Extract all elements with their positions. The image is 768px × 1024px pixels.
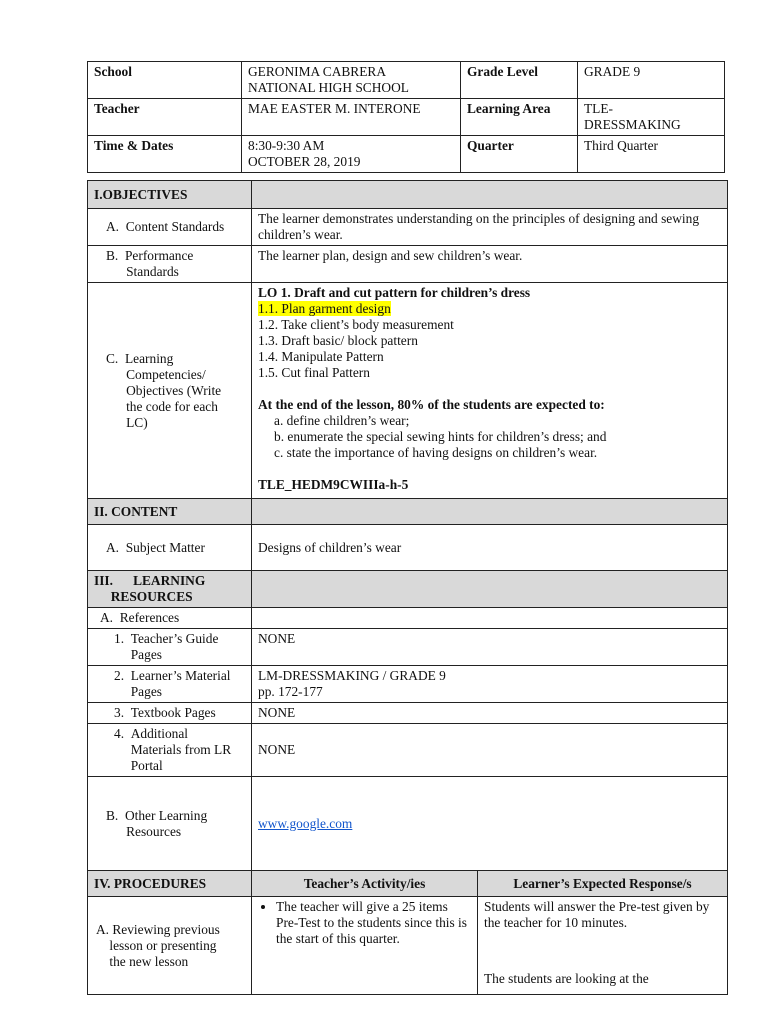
expected-item: a. define children’s wear;	[274, 413, 410, 428]
lo-item: 1.2. Take client’s body measurement	[258, 317, 454, 332]
competencies-label: C. Learning Competencies/ Objectives (Write the code for each LC)	[88, 283, 252, 499]
procedures-heading: IV. PROCEDURES	[88, 871, 252, 897]
content-standards-label: A. Content Standards	[88, 209, 252, 246]
teachers-guide-value: NONE	[252, 629, 728, 666]
learner-response-text: Students will answer the Pre-test given by the teacher for 10 minutes.	[484, 899, 710, 930]
objectives-heading-blank	[252, 181, 728, 209]
learner-response-text: The students are looking at the	[484, 971, 649, 986]
references-label: A. References	[88, 608, 252, 629]
additional-materials-label: 4. Additional Materials from LR Portal	[88, 724, 252, 777]
lo-title: LO 1. Draft and cut pattern for children’s dress	[258, 285, 531, 300]
performance-standards-label: B. Performance Standards	[88, 246, 252, 283]
grade-level-value: GRADE 9	[578, 62, 725, 99]
content-standards-value: The learner demonstrates understanding on the principles of designing and sewing children’s wear.	[252, 209, 728, 246]
time-dates-label: Time & Dates	[88, 136, 242, 173]
grade-level-label: Grade Level	[461, 62, 578, 99]
end-of-lesson-statement: At the end of the lesson, 80% of the students are expected to:	[258, 397, 605, 412]
content-heading: II. CONTENT	[88, 499, 252, 525]
quarter-label: Quarter	[461, 136, 578, 173]
learning-area-value: TLE- DRESSMAKING	[578, 99, 725, 136]
expected-item: c. state the importance of having designs on children’s wear.	[274, 445, 598, 460]
lo-item: 1.4. Manipulate Pattern	[258, 349, 384, 364]
teacher-label: Teacher	[88, 99, 242, 136]
learners-material-label: 2. Learner’s Material Pages	[88, 666, 252, 703]
teacher-activity-item: • The teacher will give a 25 items Pre-Test to the students since this is the start of this quarter.	[276, 899, 471, 947]
learning-area-label: Learning Area	[461, 99, 578, 136]
school-value: GERONIMA CABRERA NATIONAL HIGH SCHOOL	[242, 62, 461, 99]
school-label: School	[88, 62, 242, 99]
subject-matter-value: Designs of children’s wear	[252, 525, 728, 571]
lo-item: 1.3. Draft basic/ block pattern	[258, 333, 418, 348]
competencies-cell	[252, 283, 728, 499]
lo-item: 1.1. Plan garment design	[258, 301, 391, 316]
performance-standards-value: The learner plan, design and sew children’s wear.	[252, 246, 728, 283]
teacher-value: MAE EASTER M. INTERONE	[242, 99, 461, 136]
teachers-guide-label: 1. Teacher’s Guide Pages	[88, 629, 252, 666]
textbook-pages-label: 3. Textbook Pages	[88, 703, 252, 724]
google-link[interactable]: www.google.com	[258, 815, 353, 831]
competency-code: TLE_HEDM9CWIIIa-h-5	[258, 477, 409, 492]
quarter-value: Third Quarter	[578, 136, 725, 173]
learner-response-header: Learner’s Expected Response/s	[478, 871, 728, 897]
additional-materials-value: NONE	[252, 724, 728, 777]
reviewing-lesson-label: A. Reviewing previous lesson or presenting the new lesson	[88, 897, 252, 995]
references-value	[252, 608, 728, 629]
other-resources-label: B. Other Learning Resources	[88, 777, 252, 871]
time-dates-value: 8:30-9:30 AM OCTOBER 28, 2019	[242, 136, 461, 173]
learners-material-value: LM-DRESSMAKING / GRADE 9 pp. 172-177	[252, 666, 728, 703]
other-resources-cell	[252, 777, 728, 871]
header-table	[87, 61, 725, 173]
lo-item: 1.5. Cut final Pattern	[258, 365, 370, 380]
resources-heading: III. LEARNING RESOURCES	[88, 571, 252, 608]
subject-matter-label: A. Subject Matter	[88, 525, 252, 571]
textbook-pages-value: NONE	[252, 703, 728, 724]
teacher-activity-header: Teacher’s Activity/ies	[252, 871, 478, 897]
lesson-plan-table	[87, 180, 728, 995]
objectives-heading: I.OBJECTIVES	[88, 181, 252, 209]
content-heading-blank	[252, 499, 728, 525]
resources-heading-blank	[252, 571, 728, 608]
reviewing-teacher-activity	[252, 897, 478, 995]
reviewing-learner-response	[478, 897, 728, 995]
expected-item: b. enumerate the special sewing hints for children’s dress; and	[274, 429, 607, 444]
